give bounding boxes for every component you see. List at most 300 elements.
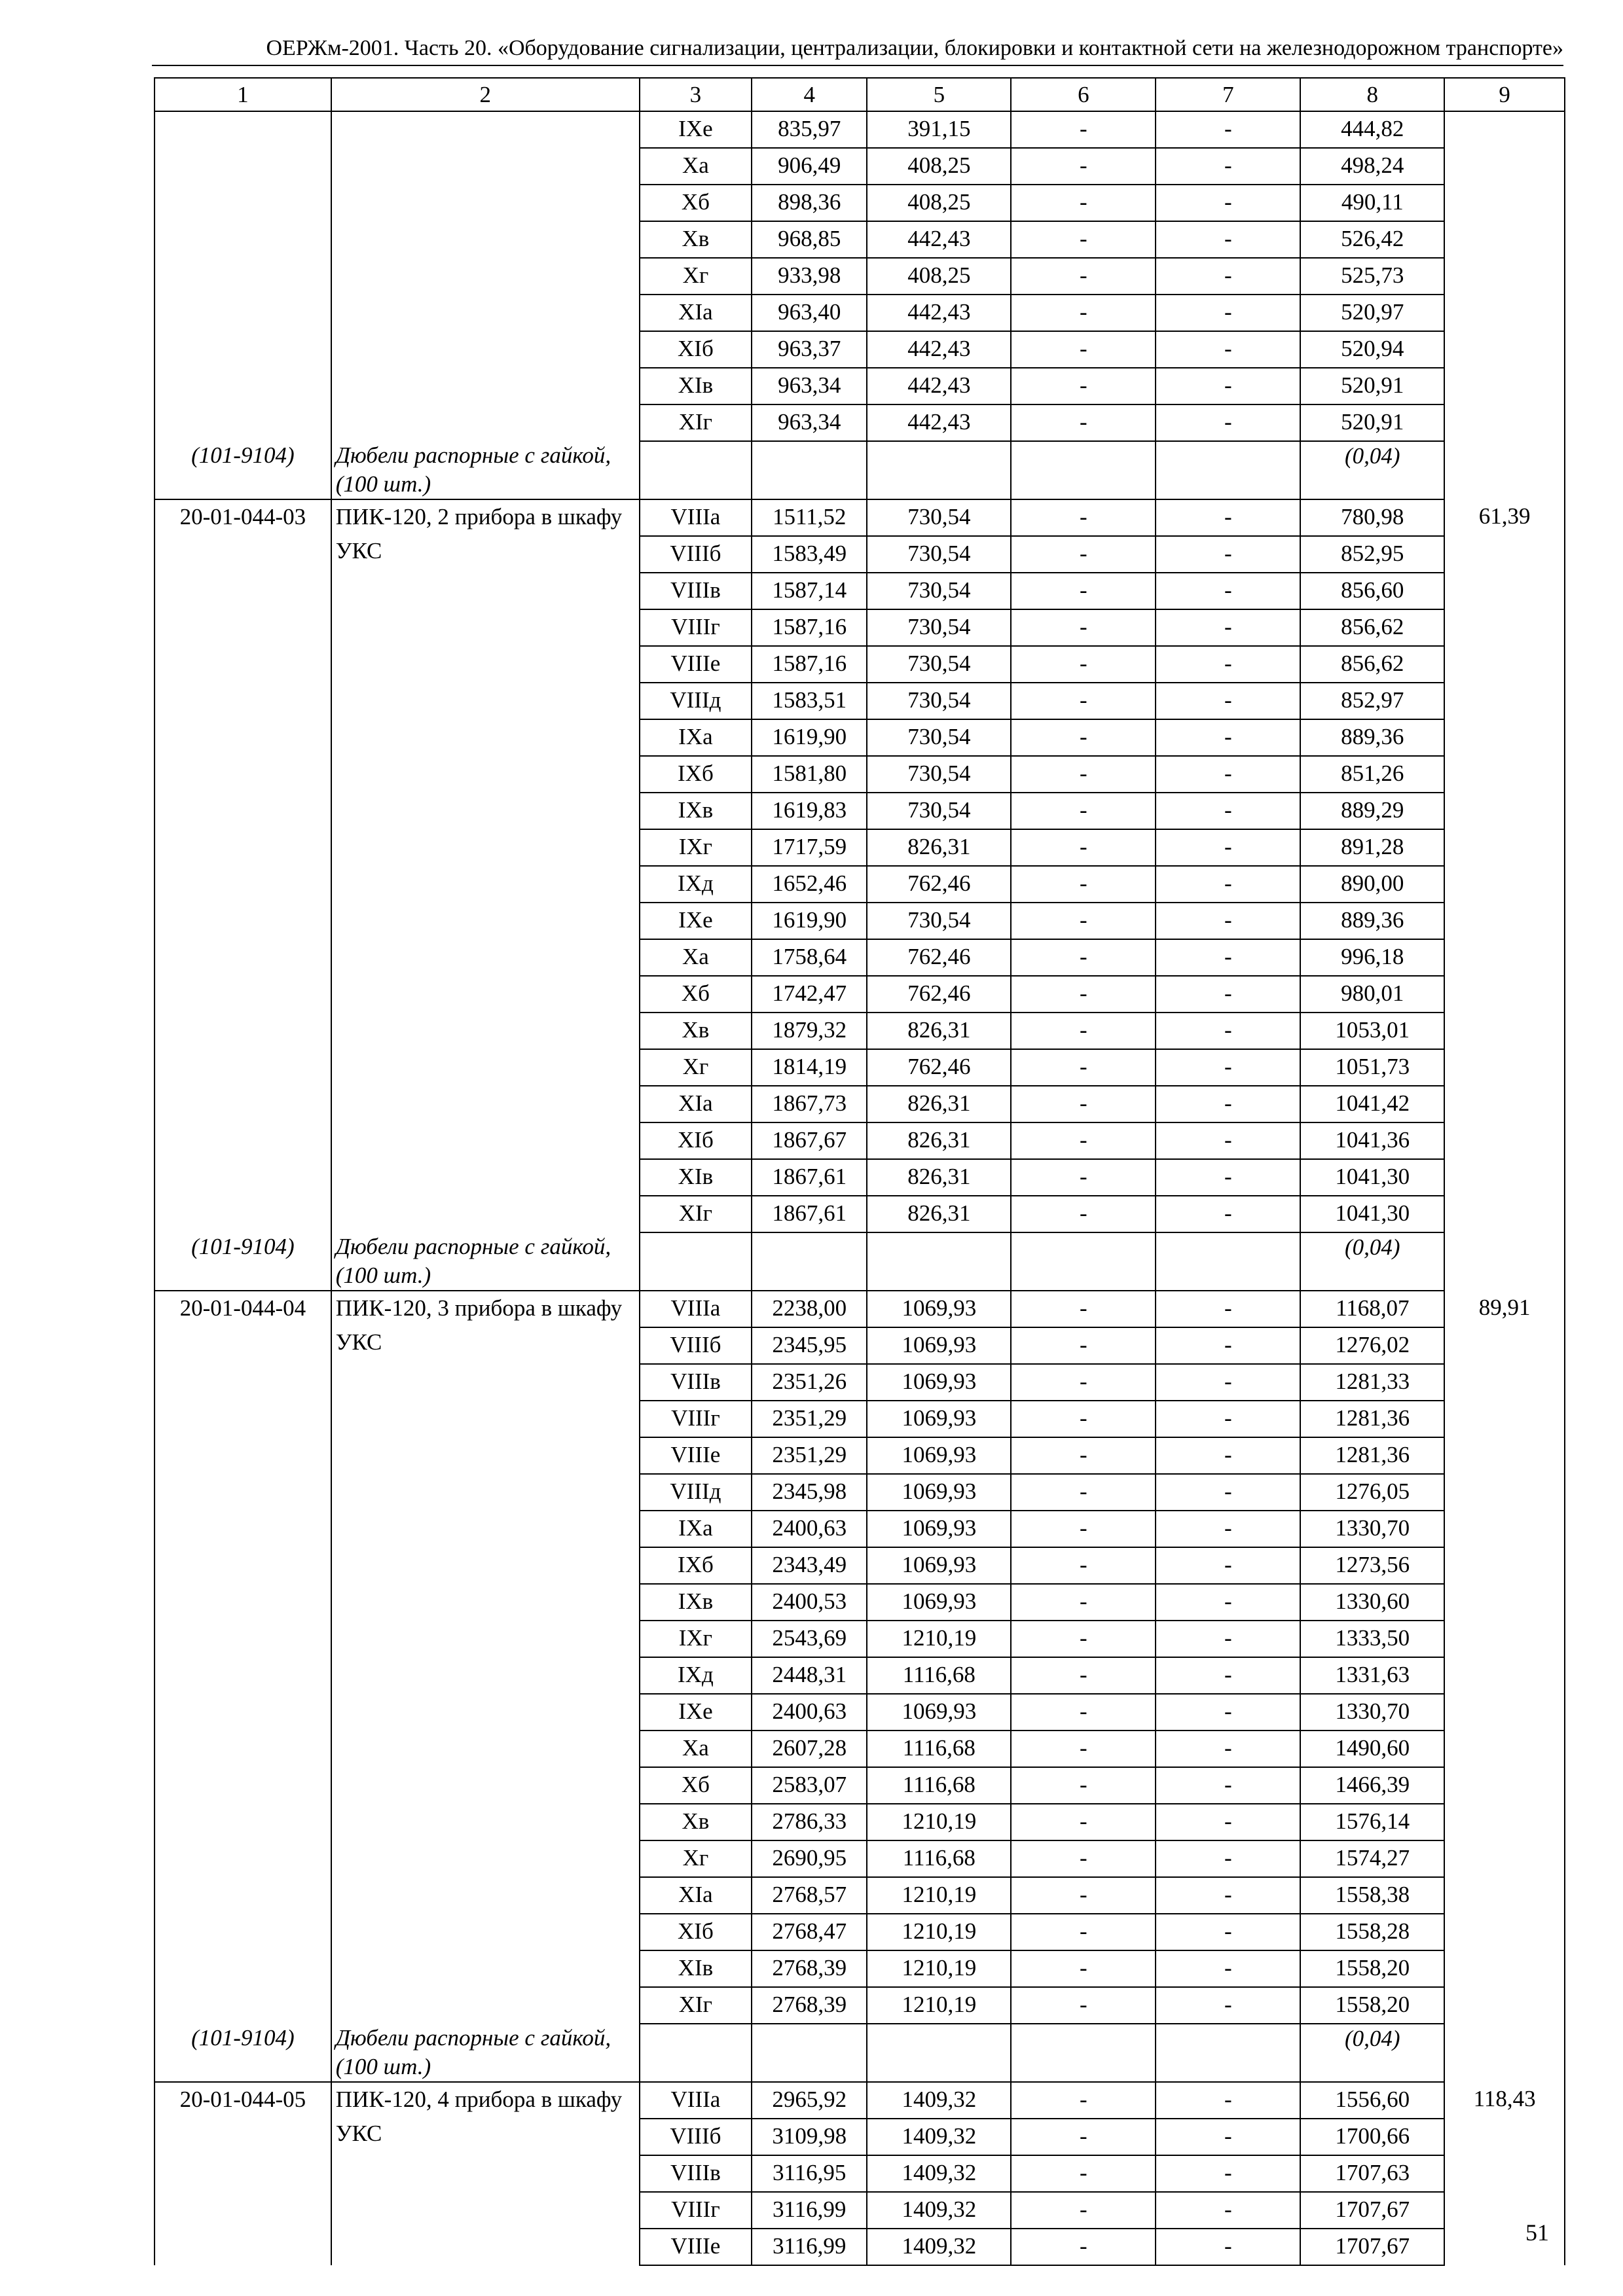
cell-col-5: 762,46	[867, 866, 1011, 903]
cell-col-7: -	[1156, 536, 1300, 573]
cell-col-6: -	[1011, 903, 1156, 939]
cell-col-8: 891,28	[1300, 829, 1444, 866]
page-header: ОЕРЖм-2001. Часть 20. «Оборудование сигнализации, централизации, блокировки и контактной сети на железнодорожном транспорте»	[152, 35, 1563, 66]
cell-col-6: -	[1011, 2119, 1156, 2155]
cell-col-8: 1276,05	[1300, 1474, 1444, 1511]
cell-col-5: 1116,68	[867, 1731, 1011, 1767]
cell-col-7: -	[1156, 404, 1300, 441]
cell-col-4: 1867,61	[752, 1196, 867, 1232]
cell-col-8: 1281,33	[1300, 1364, 1444, 1401]
cell-col-4: 2351,29	[752, 1401, 867, 1437]
cell-col-4: 1619,90	[752, 903, 867, 939]
cell-col-3: XIа	[640, 1086, 752, 1122]
cell-col-3: IXе	[640, 903, 752, 939]
cell-col-7: -	[1156, 1401, 1300, 1437]
cell-col-3: XIв	[640, 368, 752, 404]
cell-col-3: VIIIв	[640, 2155, 752, 2192]
cell-col-3: XIб	[640, 1914, 752, 1950]
cell-col-5: 762,46	[867, 1049, 1011, 1086]
cell-col-7: -	[1156, 866, 1300, 903]
cell-col-8: 780,98	[1300, 499, 1444, 536]
cell-col-8: 1707,67	[1300, 2229, 1444, 2265]
cell-col-6: -	[1011, 1437, 1156, 1474]
item-code: 20-01-044-05	[155, 2082, 331, 2265]
cell-col-4: 933,98	[752, 258, 867, 295]
item-name: ПИК-120, 4 прибора в шкафу УКС	[331, 2082, 640, 2265]
cell-col-8: 1053,01	[1300, 1013, 1444, 1049]
cell-col-5: 1069,93	[867, 1401, 1011, 1437]
cell-col-4: 1867,61	[752, 1159, 867, 1196]
cell-col-6: -	[1011, 1657, 1156, 1694]
cell-col-5: 1069,93	[867, 1694, 1011, 1731]
cell-col-3: XIв	[640, 1950, 752, 1987]
cell-col-4: 1587,14	[752, 573, 867, 609]
cell-col-7: -	[1156, 499, 1300, 536]
cell-col-8: 1558,38	[1300, 1877, 1444, 1914]
cell-col-7: -	[1156, 295, 1300, 331]
cell-col-8: 889,29	[1300, 793, 1444, 829]
note-empty-cell	[752, 441, 867, 499]
cell-col-4: 2351,29	[752, 1437, 867, 1474]
cell-col-4: 906,49	[752, 148, 867, 185]
cell-col-7: -	[1156, 1327, 1300, 1364]
cell-col-5: 1210,19	[867, 1804, 1011, 1840]
cell-col-7: -	[1156, 939, 1300, 976]
cell-col-3: XIг	[640, 404, 752, 441]
cell-col-8: 1707,67	[1300, 2192, 1444, 2229]
cell-col-3: VIIIе	[640, 646, 752, 683]
cell-col-5: 730,54	[867, 573, 1011, 609]
cell-col-5: 408,25	[867, 185, 1011, 221]
note-text: Дюбели распорные с гайкой, (100 шт.)	[331, 441, 640, 499]
cell-col-4: 1717,59	[752, 829, 867, 866]
cell-col-7: -	[1156, 1364, 1300, 1401]
cell-col-5: 826,31	[867, 1159, 1011, 1196]
cell-col-3: XIб	[640, 1122, 752, 1159]
note-empty-cell	[752, 1232, 867, 1291]
note-empty-cell	[1011, 441, 1156, 499]
cell-col-6: -	[1011, 368, 1156, 404]
cell-col-7: -	[1156, 368, 1300, 404]
cell-col-8: 520,94	[1300, 331, 1444, 368]
cell-col-8: 1330,60	[1300, 1584, 1444, 1621]
cell-col-6: -	[1011, 1804, 1156, 1840]
note-text: Дюбели распорные с гайкой, (100 шт.)	[331, 1232, 640, 1291]
cell-col-3: VIIIд	[640, 683, 752, 719]
note-empty-cell	[867, 1232, 1011, 1291]
cell-col-8: 856,60	[1300, 573, 1444, 609]
cell-col-3: Xг	[640, 1840, 752, 1877]
cell-col-7: -	[1156, 903, 1300, 939]
cell-col-6: -	[1011, 148, 1156, 185]
item-name: ПИК-120, 3 прибора в шкафу УКС	[331, 1291, 640, 2024]
cell-col-6: -	[1011, 646, 1156, 683]
cell-col-4: 3116,99	[752, 2192, 867, 2229]
cell-col-4: 1758,64	[752, 939, 867, 976]
cell-col-6: -	[1011, 2229, 1156, 2265]
cell-col-7: -	[1156, 221, 1300, 258]
cell-col-4: 2343,49	[752, 1547, 867, 1584]
cell-col-8: 1333,50	[1300, 1621, 1444, 1657]
cell-col-8: 1041,30	[1300, 1196, 1444, 1232]
cell-col-5: 1116,68	[867, 1657, 1011, 1694]
cell-col-3: VIIIе	[640, 1437, 752, 1474]
cell-col-6: -	[1011, 573, 1156, 609]
cell-col-8: 490,11	[1300, 185, 1444, 221]
cell-col-6: -	[1011, 185, 1156, 221]
cell-col-8: 889,36	[1300, 719, 1444, 756]
note-value: (0,04)	[1300, 2024, 1444, 2082]
cell-col-3: IXа	[640, 719, 752, 756]
cell-col-3: VIIIг	[640, 1401, 752, 1437]
cell-col-7: -	[1156, 646, 1300, 683]
item-code: 20-01-044-03	[155, 499, 331, 1232]
column-header: 4	[752, 78, 867, 111]
cell-col-3: VIIIг	[640, 2192, 752, 2229]
cell-col-5: 730,54	[867, 683, 1011, 719]
cell-col-3: Xг	[640, 1049, 752, 1086]
cell-col-4: 1867,67	[752, 1122, 867, 1159]
cell-col-3: VIIIб	[640, 536, 752, 573]
cell-col-5: 730,54	[867, 719, 1011, 756]
cell-col-3: XIг	[640, 1196, 752, 1232]
note-empty-cell	[867, 2024, 1011, 2082]
cell-col-6: -	[1011, 1159, 1156, 1196]
cell-col-3: VIIIа	[640, 2082, 752, 2119]
cell-col-5: 1069,93	[867, 1364, 1011, 1401]
cell-col-8: 852,97	[1300, 683, 1444, 719]
cell-col-7: -	[1156, 719, 1300, 756]
cell-col-5: 1210,19	[867, 1987, 1011, 2024]
note-code: (101-9104)	[155, 1232, 331, 1291]
cell-col-6: -	[1011, 829, 1156, 866]
cell-col-4: 963,37	[752, 331, 867, 368]
cell-col-4: 2768,39	[752, 1950, 867, 1987]
cell-col-8: 1700,66	[1300, 2119, 1444, 2155]
cell-col-4: 1742,47	[752, 976, 867, 1013]
cell-col-5: 1409,32	[867, 2119, 1011, 2155]
cell-col-3: Xа	[640, 1731, 752, 1767]
cell-col-7: -	[1156, 1474, 1300, 1511]
cell-col-8: 1051,73	[1300, 1049, 1444, 1086]
cell-col-5: 1409,32	[867, 2082, 1011, 2119]
cell-col-5: 730,54	[867, 756, 1011, 793]
cell-col-5: 1069,93	[867, 1584, 1011, 1621]
note-empty-cell	[752, 2024, 867, 2082]
cell-col-3: IXг	[640, 829, 752, 866]
cell-col-3: VIIIг	[640, 609, 752, 646]
cell-col-6: -	[1011, 1987, 1156, 2024]
note-value: (0,04)	[1300, 441, 1444, 499]
cell-col-5: 1069,93	[867, 1547, 1011, 1584]
cell-col-7: -	[1156, 185, 1300, 221]
note-row	[155, 441, 1565, 499]
table-row	[155, 1291, 1565, 1327]
cell-col-5: 1069,93	[867, 1327, 1011, 1364]
cell-col-4: 963,34	[752, 368, 867, 404]
cell-col-6: -	[1011, 221, 1156, 258]
cell-col-6: -	[1011, 793, 1156, 829]
cell-col-8: 852,95	[1300, 536, 1444, 573]
cell-col-5: 730,54	[867, 793, 1011, 829]
column-header: 2	[331, 78, 640, 111]
cell-col-3: IXе	[640, 111, 752, 148]
column-header: 6	[1011, 78, 1156, 111]
cell-col-4: 2345,98	[752, 1474, 867, 1511]
cell-col-3: VIIIб	[640, 1327, 752, 1364]
cell-col-6: -	[1011, 536, 1156, 573]
cell-col-3: VIIIб	[640, 2119, 752, 2155]
cell-col-3: VIIIд	[640, 1474, 752, 1511]
cell-col-8: 525,73	[1300, 258, 1444, 295]
cell-col-7: -	[1156, 573, 1300, 609]
cell-col-8: 1331,63	[1300, 1657, 1444, 1694]
cell-col-4: 2400,63	[752, 1694, 867, 1731]
cell-col-7: -	[1156, 1049, 1300, 1086]
cell-col-7: -	[1156, 1086, 1300, 1122]
cell-col-8: 444,82	[1300, 111, 1444, 148]
cell-col-8: 1576,14	[1300, 1804, 1444, 1840]
cell-col-8: 856,62	[1300, 609, 1444, 646]
cell-col-4: 3116,99	[752, 2229, 867, 2265]
item-col9: 61,39	[1444, 499, 1565, 1291]
cell-col-7: -	[1156, 1122, 1300, 1159]
cell-col-8: 520,91	[1300, 368, 1444, 404]
cell-col-4: 963,34	[752, 404, 867, 441]
cell-col-5: 391,15	[867, 111, 1011, 148]
note-row	[155, 2024, 1565, 2082]
cell-col-6: -	[1011, 331, 1156, 368]
cell-col-7: -	[1156, 1950, 1300, 1987]
cell-col-4: 2351,26	[752, 1364, 867, 1401]
cell-col-3: XIа	[640, 1877, 752, 1914]
cell-col-6: -	[1011, 1122, 1156, 1159]
item-name	[331, 111, 640, 441]
cell-col-6: -	[1011, 1013, 1156, 1049]
cell-col-7: -	[1156, 1196, 1300, 1232]
cell-col-4: 1814,19	[752, 1049, 867, 1086]
note-empty-cell	[1011, 1232, 1156, 1291]
item-code	[155, 111, 331, 441]
cell-col-8: 1558,20	[1300, 1950, 1444, 1987]
note-value: (0,04)	[1300, 1232, 1444, 1291]
cell-col-7: -	[1156, 829, 1300, 866]
cell-col-3: IXб	[640, 756, 752, 793]
cell-col-7: -	[1156, 2082, 1300, 2119]
column-header: 3	[640, 78, 752, 111]
cell-col-3: Xа	[640, 148, 752, 185]
cell-col-6: -	[1011, 1914, 1156, 1950]
cell-col-5: 730,54	[867, 609, 1011, 646]
cell-col-7: -	[1156, 1914, 1300, 1950]
cell-col-7: -	[1156, 1013, 1300, 1049]
column-header: 9	[1444, 78, 1565, 111]
cell-col-6: -	[1011, 1950, 1156, 1987]
cell-col-8: 1041,30	[1300, 1159, 1444, 1196]
cell-col-6: -	[1011, 1731, 1156, 1767]
cell-col-7: -	[1156, 756, 1300, 793]
cell-col-6: -	[1011, 1364, 1156, 1401]
cell-col-6: -	[1011, 1584, 1156, 1621]
note-empty-cell	[640, 441, 752, 499]
cell-col-3: Xа	[640, 939, 752, 976]
cell-col-5: 1409,32	[867, 2192, 1011, 2229]
cell-col-5: 1409,32	[867, 2155, 1011, 2192]
note-empty-cell	[1156, 2024, 1300, 2082]
cell-col-7: -	[1156, 2119, 1300, 2155]
table-row	[155, 499, 1565, 536]
cell-col-4: 1652,46	[752, 866, 867, 903]
cell-col-8: 1273,56	[1300, 1547, 1444, 1584]
cell-col-4: 3116,95	[752, 2155, 867, 2192]
cell-col-8: 526,42	[1300, 221, 1444, 258]
cell-col-8: 851,26	[1300, 756, 1444, 793]
cell-col-5: 1210,19	[867, 1877, 1011, 1914]
cell-col-4: 2448,31	[752, 1657, 867, 1694]
page-number: 51	[1525, 2219, 1549, 2246]
column-header: 8	[1300, 78, 1444, 111]
cell-col-3: Xб	[640, 976, 752, 1013]
cell-col-7: -	[1156, 1731, 1300, 1767]
cell-col-7: -	[1156, 1511, 1300, 1547]
cell-col-3: Xв	[640, 1804, 752, 1840]
cell-col-4: 1867,73	[752, 1086, 867, 1122]
cell-col-3: Xб	[640, 185, 752, 221]
note-code: (101-9104)	[155, 441, 331, 499]
cell-col-8: 1558,20	[1300, 1987, 1444, 2024]
cell-col-6: -	[1011, 1621, 1156, 1657]
column-header: 1	[155, 78, 331, 111]
cell-col-4: 2786,33	[752, 1804, 867, 1840]
cell-col-5: 1409,32	[867, 2229, 1011, 2265]
cell-col-3: VIIIе	[640, 2229, 752, 2265]
cell-col-4: 2400,53	[752, 1584, 867, 1621]
cell-col-5: 442,43	[867, 331, 1011, 368]
cell-col-6: -	[1011, 1401, 1156, 1437]
item-col9	[1444, 111, 1565, 499]
cell-col-7: -	[1156, 258, 1300, 295]
cell-col-5: 1210,19	[867, 1621, 1011, 1657]
cell-col-7: -	[1156, 1657, 1300, 1694]
cell-col-5: 826,31	[867, 829, 1011, 866]
column-header: 7	[1156, 78, 1300, 111]
cell-col-8: 890,00	[1300, 866, 1444, 903]
cell-col-4: 1511,52	[752, 499, 867, 536]
cell-col-5: 730,54	[867, 646, 1011, 683]
cell-col-3: VIIIв	[640, 573, 752, 609]
cell-col-8: 996,18	[1300, 939, 1444, 976]
cell-col-7: -	[1156, 331, 1300, 368]
cell-col-3: IXб	[640, 1547, 752, 1584]
cell-col-3: VIIIа	[640, 499, 752, 536]
cell-col-5: 1069,93	[867, 1474, 1011, 1511]
cell-col-7: -	[1156, 111, 1300, 148]
item-col9: 89,91	[1444, 1291, 1565, 2082]
cell-col-4: 2607,28	[752, 1731, 867, 1767]
cell-col-6: -	[1011, 1547, 1156, 1584]
cell-col-6: -	[1011, 756, 1156, 793]
item-code: 20-01-044-04	[155, 1291, 331, 2024]
cell-col-7: -	[1156, 1621, 1300, 1657]
cell-col-5: 730,54	[867, 499, 1011, 536]
cell-col-3: Xг	[640, 258, 752, 295]
cell-col-5: 442,43	[867, 295, 1011, 331]
cell-col-8: 1574,27	[1300, 1840, 1444, 1877]
cell-col-6: -	[1011, 976, 1156, 1013]
cell-col-4: 2400,63	[752, 1511, 867, 1547]
cell-col-7: -	[1156, 1840, 1300, 1877]
cell-col-4: 2768,57	[752, 1877, 867, 1914]
cell-col-7: -	[1156, 683, 1300, 719]
cell-col-6: -	[1011, 719, 1156, 756]
cell-col-6: -	[1011, 1086, 1156, 1122]
cell-col-5: 826,31	[867, 1196, 1011, 1232]
cell-col-6: -	[1011, 939, 1156, 976]
cell-col-5: 1210,19	[867, 1914, 1011, 1950]
cell-col-8: 1707,63	[1300, 2155, 1444, 2192]
cell-col-4: 968,85	[752, 221, 867, 258]
cell-col-8: 520,91	[1300, 404, 1444, 441]
cell-col-4: 1619,90	[752, 719, 867, 756]
note-text: Дюбели распорные с гайкой, (100 шт.)	[331, 2024, 640, 2082]
cell-col-3: IXв	[640, 1584, 752, 1621]
table-row	[155, 2082, 1565, 2119]
cell-col-5: 762,46	[867, 939, 1011, 976]
cell-col-7: -	[1156, 1291, 1300, 1327]
cell-col-8: 980,01	[1300, 976, 1444, 1013]
cell-col-6: -	[1011, 1767, 1156, 1804]
cell-col-6: -	[1011, 258, 1156, 295]
cell-col-5: 1116,68	[867, 1767, 1011, 1804]
column-header: 5	[867, 78, 1011, 111]
cell-col-7: -	[1156, 1159, 1300, 1196]
price-table	[154, 77, 1565, 2266]
item-name: ПИК-120, 2 прибора в шкафу УКС	[331, 499, 640, 1232]
cell-col-4: 1581,80	[752, 756, 867, 793]
cell-col-7: -	[1156, 1987, 1300, 2024]
cell-col-8: 1041,36	[1300, 1122, 1444, 1159]
cell-col-6: -	[1011, 295, 1156, 331]
cell-col-8: 1168,07	[1300, 1291, 1444, 1327]
cell-col-6: -	[1011, 1877, 1156, 1914]
cell-col-5: 730,54	[867, 536, 1011, 573]
cell-col-8: 1281,36	[1300, 1437, 1444, 1474]
cell-col-8: 1556,60	[1300, 2082, 1444, 2119]
cell-col-6: -	[1011, 609, 1156, 646]
note-empty-cell	[640, 2024, 752, 2082]
cell-col-5: 442,43	[867, 221, 1011, 258]
cell-col-4: 898,36	[752, 185, 867, 221]
cell-col-4: 835,97	[752, 111, 867, 148]
cell-col-6: -	[1011, 1196, 1156, 1232]
cell-col-5: 1116,68	[867, 1840, 1011, 1877]
cell-col-3: XIг	[640, 1987, 752, 2024]
cell-col-3: VIIIа	[640, 1291, 752, 1327]
note-code: (101-9104)	[155, 2024, 331, 2082]
cell-col-3: IXд	[640, 866, 752, 903]
cell-col-5: 442,43	[867, 368, 1011, 404]
cell-col-4: 1879,32	[752, 1013, 867, 1049]
cell-col-3: IXе	[640, 1694, 752, 1731]
note-empty-cell	[1156, 1232, 1300, 1291]
cell-col-4: 2543,69	[752, 1621, 867, 1657]
cell-col-4: 2768,47	[752, 1914, 867, 1950]
cell-col-6: -	[1011, 2192, 1156, 2229]
cell-col-8: 1558,28	[1300, 1914, 1444, 1950]
cell-col-8: 1041,42	[1300, 1086, 1444, 1122]
item-col9: 118,43	[1444, 2082, 1565, 2265]
cell-col-5: 408,25	[867, 148, 1011, 185]
